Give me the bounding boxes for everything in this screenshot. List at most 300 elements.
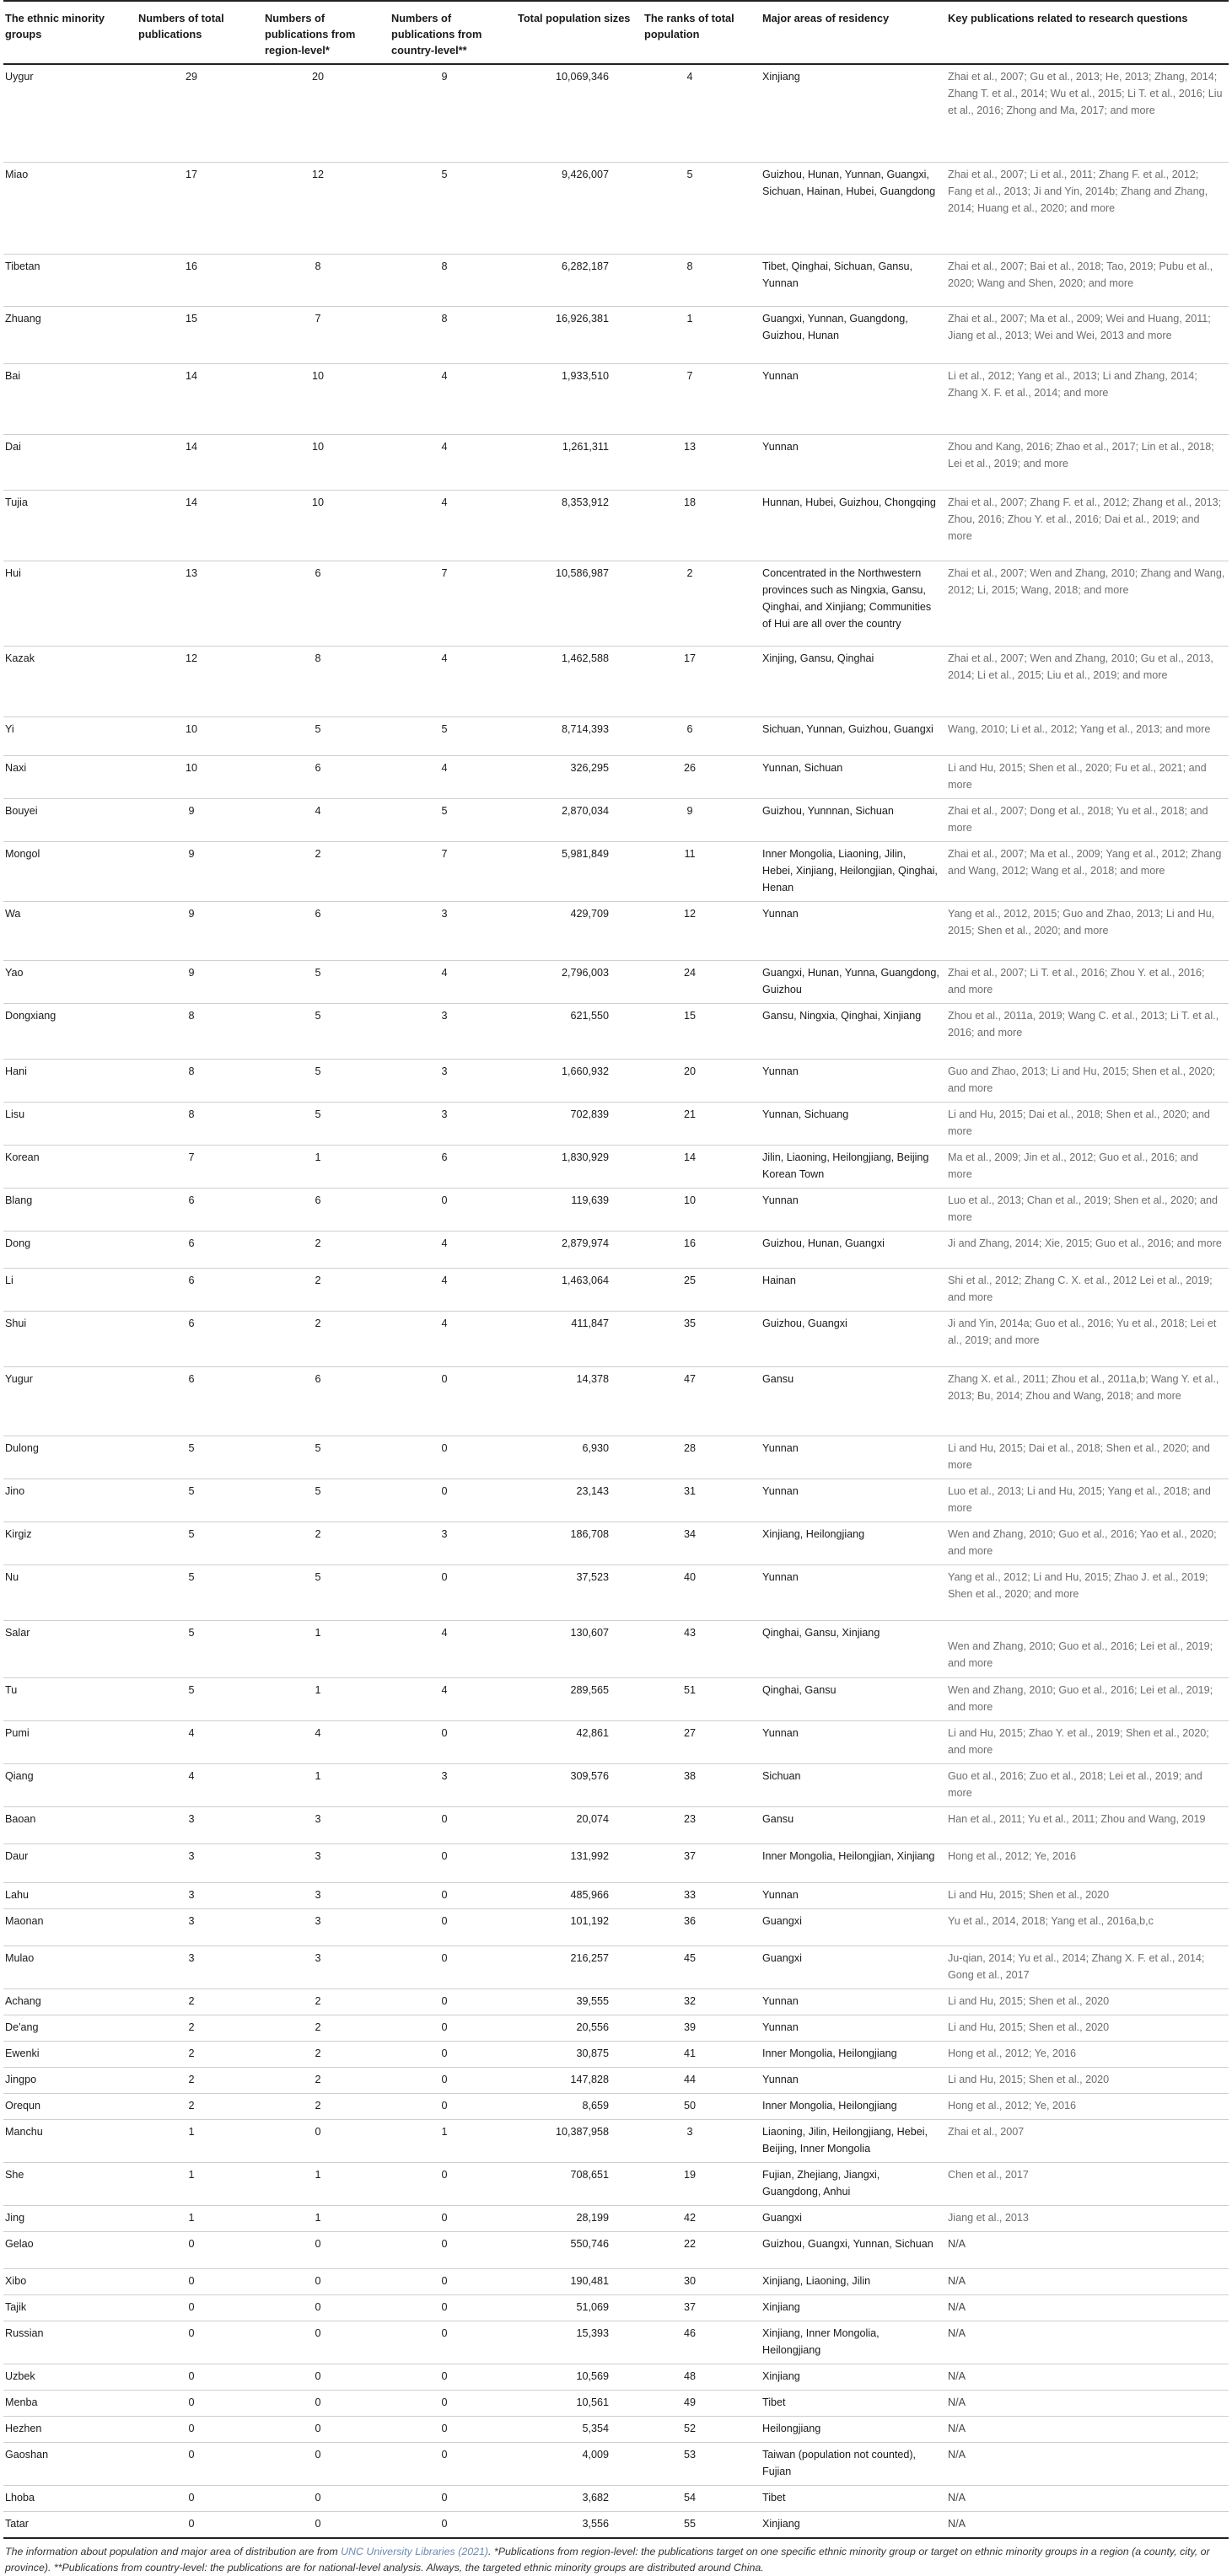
table-row <box>3 1521 1229 1564</box>
cell-population-rank: 19 <box>643 2162 761 2205</box>
cell-total-publications: 5 <box>137 1620 263 1677</box>
table-row <box>3 1763 1229 1806</box>
cell-population-size: 186,708 <box>516 1521 643 1564</box>
cell-region-level: 6 <box>263 755 390 798</box>
cell-total-publications: 9 <box>137 960 263 1003</box>
table-row <box>3 1945 1229 1988</box>
cell-region-level: 0 <box>263 2231 390 2268</box>
cell-population-rank: 37 <box>643 1843 761 1882</box>
table-row <box>3 434 1229 490</box>
cell-residency-areas: Yunnan <box>761 1479 946 1521</box>
cell-ethnic-group: Baoan <box>3 1806 137 1843</box>
cell-population-rank: 39 <box>643 2015 761 2041</box>
cell-population-rank: 14 <box>643 1145 761 1188</box>
cell-population-size: 2,796,003 <box>516 960 643 1003</box>
cell-residency-areas: Guangxi, Yunnan, Guangdong, Guizhou, Hunan <box>761 306 946 363</box>
cell-population-size: 10,569 <box>516 2364 643 2390</box>
table-row <box>3 2067 1229 2093</box>
cell-region-level: 7 <box>263 306 390 363</box>
cell-ethnic-group: Jingpo <box>3 2067 137 2093</box>
cell-residency-areas: Qinghai, Gansu <box>761 1677 946 1720</box>
cell-region-level: 6 <box>263 901 390 960</box>
cell-residency-areas: Hainan <box>761 1268 946 1311</box>
cell-total-publications: 2 <box>137 1988 263 2015</box>
table-row <box>3 755 1229 798</box>
cell-residency-areas: Yunnan <box>761 2067 946 2093</box>
cell-ethnic-group: Dulong <box>3 1436 137 1479</box>
cell-total-publications: 1 <box>137 2162 263 2205</box>
cell-region-level: 0 <box>263 2364 390 2390</box>
cell-country-level: 3 <box>390 1763 516 1806</box>
cell-population-rank: 54 <box>643 2485 761 2511</box>
cell-total-publications: 17 <box>137 162 263 254</box>
cell-key-publications: Luo et al., 2013; Li and Hu, 2015; Yang et al., 2018; and more <box>946 1479 1229 1521</box>
header-row <box>3 1 1229 64</box>
cell-population-size: 10,561 <box>516 2390 643 2416</box>
cell-population-rank: 51 <box>643 1677 761 1720</box>
cell-region-level: 5 <box>263 1059 390 1102</box>
cell-residency-areas: Sichuan <box>761 1763 946 1806</box>
table-row <box>3 561 1229 646</box>
cell-population-rank: 46 <box>643 2321 761 2364</box>
cell-population-size: 10,069,346 <box>516 64 643 162</box>
cell-population-size: 37,523 <box>516 1564 643 1620</box>
cell-residency-areas: Concentrated in the Northwestern provinces such as Ningxia, Gansu, Qinghai, and Xinjiang; Communities of Hui are all over the country <box>761 561 946 646</box>
cell-country-level: 0 <box>390 2485 516 2511</box>
cell-residency-areas: Yunnan <box>761 1188 946 1231</box>
table-row <box>3 1843 1229 1882</box>
cell-region-level: 2 <box>263 2093 390 2119</box>
table-row <box>3 2205 1229 2231</box>
cell-total-publications: 5 <box>137 1521 263 1564</box>
table-row <box>3 306 1229 363</box>
cell-population-rank: 1 <box>643 306 761 363</box>
table-row <box>3 2416 1229 2442</box>
footnote-lead: The information about population and major area of distribution are from <box>5 2545 342 2557</box>
cell-population-size: 101,192 <box>516 1908 643 1945</box>
cell-population-rank: 18 <box>643 490 761 561</box>
header-region-level-publications: Numbers of publications from region-level* <box>263 1 390 64</box>
cell-residency-areas: Guizhou, Guangxi <box>761 1311 946 1366</box>
table-row <box>3 1145 1229 1188</box>
cell-country-level: 4 <box>390 1677 516 1720</box>
cell-population-rank: 15 <box>643 1003 761 1059</box>
table-row <box>3 2015 1229 2041</box>
cell-total-publications: 3 <box>137 1843 263 1882</box>
table-row <box>3 1806 1229 1843</box>
cell-key-publications: Zhou et al., 2011a, 2019; Wang C. et al., 2013; Li T. et al., 2016; and more <box>946 1003 1229 1059</box>
header-population-size: Total population sizes <box>516 1 643 64</box>
cell-residency-areas: Tibet <box>761 2485 946 2511</box>
cell-population-rank: 32 <box>643 1988 761 2015</box>
table-row <box>3 1564 1229 1620</box>
cell-population-rank: 5 <box>643 162 761 254</box>
cell-ethnic-group: Kirgiz <box>3 1521 137 1564</box>
cell-country-level: 0 <box>390 2162 516 2205</box>
cell-region-level: 1 <box>263 1620 390 1677</box>
cell-residency-areas: Guangxi <box>761 1908 946 1945</box>
cell-key-publications: Li and Hu, 2015; Dai et al., 2018; Shen et al., 2020; and more <box>946 1436 1229 1479</box>
table-row <box>3 1436 1229 1479</box>
table-row <box>3 2231 1229 2268</box>
cell-residency-areas: Xinjiang <box>761 64 946 162</box>
cell-region-level: 20 <box>263 64 390 162</box>
cell-population-rank: 6 <box>643 716 761 755</box>
cell-residency-areas: Yunnan <box>761 1720 946 1763</box>
cell-ethnic-group: Dong <box>3 1231 137 1268</box>
cell-key-publications: Zhai et al., 2007; Bai et al., 2018; Tao, 2019; Pubu et al., 2020; Wang and Shen, 2020; and more <box>946 254 1229 306</box>
cell-country-level: 0 <box>390 2294 516 2321</box>
cell-total-publications: 10 <box>137 716 263 755</box>
cell-country-level: 0 <box>390 2442 516 2485</box>
cell-residency-areas: Yunnan <box>761 434 946 490</box>
cell-country-level: 0 <box>390 2364 516 2390</box>
cell-region-level: 1 <box>263 2162 390 2205</box>
header-total-publications: Numbers of total publications <box>137 1 263 64</box>
cell-key-publications: N/A <box>946 2231 1229 2268</box>
cell-key-publications: Hong et al., 2012; Ye, 2016 <box>946 2041 1229 2067</box>
cell-key-publications: Hong et al., 2012; Ye, 2016 <box>946 2093 1229 2119</box>
cell-total-publications: 4 <box>137 1720 263 1763</box>
cell-residency-areas: Xinjiang, Inner Mongolia, Heilongjiang <box>761 2321 946 2364</box>
cell-total-publications: 1 <box>137 2119 263 2162</box>
cell-residency-areas: Yunnan <box>761 901 946 960</box>
cell-ethnic-group: Lhoba <box>3 2485 137 2511</box>
cell-key-publications: Zhai et al., 2007; Wen and Zhang, 2010; Gu et al., 2013, 2014; Li et al., 2015; Liu et al., 2019; and more <box>946 646 1229 716</box>
cell-ethnic-group: Li <box>3 1268 137 1311</box>
cell-total-publications: 10 <box>137 755 263 798</box>
table-row <box>3 1720 1229 1763</box>
cell-region-level: 0 <box>263 2485 390 2511</box>
table-row <box>3 2162 1229 2205</box>
cell-residency-areas: Heilongjiang <box>761 2416 946 2442</box>
cell-population-size: 23,143 <box>516 1479 643 1521</box>
cell-ethnic-group: Zhuang <box>3 306 137 363</box>
cell-residency-areas: Yunnan, Sichuang <box>761 1102 946 1145</box>
cell-population-rank: 4 <box>643 64 761 162</box>
table-row <box>3 841 1229 901</box>
cell-key-publications: Hong et al., 2012; Ye, 2016 <box>946 1843 1229 1882</box>
cell-total-publications: 0 <box>137 2416 263 2442</box>
cell-country-level: 0 <box>390 1882 516 1908</box>
cell-key-publications: N/A <box>946 2390 1229 2416</box>
cell-ethnic-group: Russian <box>3 2321 137 2364</box>
cell-country-level: 0 <box>390 1436 516 1479</box>
cell-region-level: 3 <box>263 1908 390 1945</box>
cell-population-rank: 47 <box>643 1366 761 1436</box>
cell-total-publications: 2 <box>137 2093 263 2119</box>
cell-population-rank: 20 <box>643 1059 761 1102</box>
cell-ethnic-group: Mulao <box>3 1945 137 1988</box>
cell-population-size: 621,550 <box>516 1003 643 1059</box>
cell-population-rank: 41 <box>643 2041 761 2067</box>
cell-total-publications: 16 <box>137 254 263 306</box>
cell-key-publications: Ju-qian, 2014; Yu et al., 2014; Zhang X. F. et al., 2014; Gong et al., 2017 <box>946 1945 1229 1988</box>
cell-key-publications: Zhai et al., 2007; Ma et al., 2009; Yang et al., 2012; Zhang and Wang, 2012; Wang et al., 2018; and more <box>946 841 1229 901</box>
cell-population-size: 1,830,929 <box>516 1145 643 1188</box>
cell-total-publications: 15 <box>137 306 263 363</box>
header-population-rank: The ranks of total population <box>643 1 761 64</box>
cell-country-level: 0 <box>390 2268 516 2294</box>
table-row <box>3 254 1229 306</box>
table-row <box>3 1059 1229 1102</box>
cell-total-publications: 2 <box>137 2015 263 2041</box>
table-row <box>3 2321 1229 2364</box>
cell-total-publications: 6 <box>137 1366 263 1436</box>
cell-region-level: 8 <box>263 254 390 306</box>
cell-ethnic-group: Tu <box>3 1677 137 1720</box>
cell-country-level: 5 <box>390 162 516 254</box>
cell-key-publications: Ma et al., 2009; Jin et al., 2012; Guo et al., 2016; and more <box>946 1145 1229 1188</box>
cell-residency-areas: Inner Mongolia, Heilongjiang <box>761 2093 946 2119</box>
cell-ethnic-group: Orequn <box>3 2093 137 2119</box>
footnote-rest: . *Publications from region-level: the publications target on one specific ethnic minority group or target on ethnic minority groups in a region (a county, city, or province). **Publications from country-level: the publications are for national-level analysis. Always, the targeted ethnic minority groups are distributed around China. <box>5 2545 1210 2573</box>
cell-region-level: 0 <box>263 2268 390 2294</box>
cell-population-size: 14,378 <box>516 1366 643 1436</box>
cell-residency-areas: Taiwan (population not counted), Fujian <box>761 2442 946 2485</box>
header-ethnic-group: The ethnic minority groups <box>3 1 137 64</box>
cell-population-rank: 38 <box>643 1763 761 1806</box>
cell-region-level: 0 <box>263 2416 390 2442</box>
cell-ethnic-group: Daur <box>3 1843 137 1882</box>
cell-residency-areas: Yunnan <box>761 1436 946 1479</box>
cell-total-publications: 5 <box>137 1479 263 1521</box>
cell-population-rank: 9 <box>643 798 761 841</box>
cell-population-rank: 11 <box>643 841 761 901</box>
cell-ethnic-group: Dai <box>3 434 137 490</box>
cell-ethnic-group: Gelao <box>3 2231 137 2268</box>
cell-residency-areas: Yunnan, Sichuan <box>761 755 946 798</box>
cell-residency-areas: Inner Mongolia, Liaoning, Jilin, Hebei, Xinjiang, Heilongjian, Qinghai, Henan <box>761 841 946 901</box>
cell-population-size: 131,992 <box>516 1843 643 1882</box>
cell-population-rank: 10 <box>643 1188 761 1231</box>
cell-ethnic-group: Qiang <box>3 1763 137 1806</box>
cell-key-publications: Li and Hu, 2015; Shen et al., 2020; Fu et al., 2021; and more <box>946 755 1229 798</box>
cell-population-rank: 24 <box>643 960 761 1003</box>
cell-residency-areas: Gansu, Ningxia, Qinghai, Xinjiang <box>761 1003 946 1059</box>
cell-population-size: 1,660,932 <box>516 1059 643 1102</box>
cell-population-size: 190,481 <box>516 2268 643 2294</box>
cell-ethnic-group: She <box>3 2162 137 2205</box>
cell-ethnic-group: Hui <box>3 561 137 646</box>
cell-population-size: 485,966 <box>516 1882 643 1908</box>
cell-total-publications: 4 <box>137 1763 263 1806</box>
cell-ethnic-group: Manchu <box>3 2119 137 2162</box>
cell-population-rank: 22 <box>643 2231 761 2268</box>
header-residency-areas: Major areas of residency <box>761 1 946 64</box>
cell-total-publications: 8 <box>137 1059 263 1102</box>
cell-population-size: 6,930 <box>516 1436 643 1479</box>
cell-country-level: 6 <box>390 1145 516 1188</box>
cell-residency-areas: Gansu <box>761 1806 946 1843</box>
cell-country-level: 4 <box>390 960 516 1003</box>
cell-residency-areas: Jilin, Liaoning, Heilongjiang, Beijing Korean Town <box>761 1145 946 1188</box>
cell-population-rank: 49 <box>643 2390 761 2416</box>
cell-population-size: 28,199 <box>516 2205 643 2231</box>
cell-population-rank: 40 <box>643 1564 761 1620</box>
cell-ethnic-group: Xibo <box>3 2268 137 2294</box>
cell-total-publications: 0 <box>137 2390 263 2416</box>
cell-ethnic-group: Mongol <box>3 841 137 901</box>
table-row <box>3 2119 1229 2162</box>
cell-country-level: 4 <box>390 755 516 798</box>
table-row <box>3 716 1229 755</box>
cell-residency-areas: Sichuan, Yunnan, Guizhou, Guangxi <box>761 716 946 755</box>
cell-ethnic-group: Jing <box>3 2205 137 2231</box>
cell-population-size: 20,556 <box>516 2015 643 2041</box>
cell-country-level: 0 <box>390 2067 516 2093</box>
cell-country-level: 3 <box>390 901 516 960</box>
cell-total-publications: 5 <box>137 1436 263 1479</box>
cell-country-level: 3 <box>390 1102 516 1145</box>
table-row <box>3 2442 1229 2485</box>
cell-key-publications: Zhai et al., 2007; Dong et al., 2018; Yu et al., 2018; and more <box>946 798 1229 841</box>
cell-population-rank: 16 <box>643 1231 761 1268</box>
table-row <box>3 1908 1229 1945</box>
cell-population-size: 42,861 <box>516 1720 643 1763</box>
cell-key-publications: Li et al., 2012; Yang et al., 2013; Li and Zhang, 2014; Zhang X. F. et al., 2014; and more <box>946 363 1229 434</box>
table-row <box>3 1003 1229 1059</box>
cell-total-publications: 29 <box>137 64 263 162</box>
cell-country-level: 5 <box>390 798 516 841</box>
cell-country-level: 4 <box>390 1311 516 1366</box>
cell-ethnic-group: Bouyei <box>3 798 137 841</box>
cell-total-publications: 6 <box>137 1231 263 1268</box>
cell-residency-areas: Xinjiang <box>761 2294 946 2321</box>
table-row <box>3 2511 1229 2538</box>
cell-ethnic-group: Salar <box>3 1620 137 1677</box>
footnote-source-link[interactable]: UNC University Libraries (2021) <box>341 2545 489 2557</box>
cell-population-rank: 48 <box>643 2364 761 2390</box>
cell-country-level: 5 <box>390 716 516 755</box>
cell-population-rank: 3 <box>643 2119 761 2162</box>
cell-ethnic-group: Uzbek <box>3 2364 137 2390</box>
cell-residency-areas: Guizhou, Hunan, Guangxi <box>761 1231 946 1268</box>
table-row <box>3 1988 1229 2015</box>
cell-population-size: 10,387,958 <box>516 2119 643 2162</box>
cell-population-size: 1,933,510 <box>516 363 643 434</box>
cell-country-level: 1 <box>390 2119 516 2162</box>
cell-key-publications: N/A <box>946 2321 1229 2364</box>
cell-residency-areas: Gansu <box>761 1366 946 1436</box>
cell-residency-areas: Inner Mongolia, Heilongjiang <box>761 2041 946 2067</box>
cell-population-size: 15,393 <box>516 2321 643 2364</box>
cell-population-rank: 28 <box>643 1436 761 1479</box>
cell-population-size: 411,847 <box>516 1311 643 1366</box>
cell-total-publications: 14 <box>137 363 263 434</box>
cell-country-level: 0 <box>390 2015 516 2041</box>
cell-residency-areas: Guangxi, Hunan, Yunna, Guangdong, Guizhou <box>761 960 946 1003</box>
cell-country-level: 0 <box>390 2205 516 2231</box>
cell-population-rank: 13 <box>643 434 761 490</box>
cell-key-publications: N/A <box>946 2364 1229 2390</box>
cell-population-rank: 33 <box>643 1882 761 1908</box>
cell-region-level: 3 <box>263 1945 390 1988</box>
cell-ethnic-group: Shui <box>3 1311 137 1366</box>
cell-region-level: 6 <box>263 561 390 646</box>
cell-country-level: 4 <box>390 1268 516 1311</box>
cell-country-level: 0 <box>390 1366 516 1436</box>
cell-key-publications: Luo et al., 2013; Chan et al., 2019; Shen et al., 2020; and more <box>946 1188 1229 1231</box>
cell-residency-areas: Qinghai, Gansu, Xinjiang <box>761 1620 946 1677</box>
cell-population-size: 8,714,393 <box>516 716 643 755</box>
cell-country-level: 0 <box>390 2093 516 2119</box>
cell-population-size: 1,261,311 <box>516 434 643 490</box>
cell-total-publications: 0 <box>137 2511 263 2538</box>
cell-key-publications: Wen and Zhang, 2010; Guo et al., 2016; Lei et al., 2019; and more <box>946 1620 1229 1677</box>
cell-population-rank: 21 <box>643 1102 761 1145</box>
cell-population-rank: 31 <box>643 1479 761 1521</box>
table-row <box>3 1479 1229 1521</box>
cell-key-publications: Li and Hu, 2015; Shen et al., 2020 <box>946 1988 1229 2015</box>
table-header <box>3 1 1229 64</box>
cell-total-publications: 2 <box>137 2041 263 2067</box>
cell-population-rank: 55 <box>643 2511 761 2538</box>
cell-country-level: 3 <box>390 1059 516 1102</box>
table-row <box>3 960 1229 1003</box>
table-row <box>3 2485 1229 2511</box>
cell-population-rank: 26 <box>643 755 761 798</box>
cell-region-level: 5 <box>263 1479 390 1521</box>
cell-total-publications: 12 <box>137 646 263 716</box>
cell-population-rank: 12 <box>643 901 761 960</box>
cell-population-size: 8,659 <box>516 2093 643 2119</box>
header-key-publications: Key publications related to research questions <box>946 1 1229 64</box>
cell-region-level: 5 <box>263 716 390 755</box>
cell-country-level: 0 <box>390 1188 516 1231</box>
cell-residency-areas: Guizhou, Hunan, Yunnan, Guangxi, Sichuan, Hainan, Hubei, Guangdong <box>761 162 946 254</box>
cell-total-publications: 5 <box>137 1564 263 1620</box>
cell-ethnic-group: Korean <box>3 1145 137 1188</box>
cell-region-level: 6 <box>263 1188 390 1231</box>
cell-region-level: 0 <box>263 2511 390 2538</box>
cell-region-level: 2 <box>263 2015 390 2041</box>
cell-key-publications: Zhai et al., 2007; Zhang F. et al., 2012; Zhang et al., 2013; Zhou, 2016; Zhou Y. et al., 2016; Dai et al., 2019; and more <box>946 490 1229 561</box>
cell-residency-areas: Hunnan, Hubei, Guizhou, Chongqing <box>761 490 946 561</box>
cell-region-level: 10 <box>263 490 390 561</box>
cell-total-publications: 5 <box>137 1677 263 1720</box>
cell-population-size: 8,353,912 <box>516 490 643 561</box>
cell-population-size: 289,565 <box>516 1677 643 1720</box>
cell-region-level: 2 <box>263 1988 390 2015</box>
cell-residency-areas: Yunnan <box>761 363 946 434</box>
table-row <box>3 1102 1229 1145</box>
cell-key-publications: Zhai et al., 2007 <box>946 2119 1229 2162</box>
cell-key-publications: Zhai et al., 2007; Li T. et al., 2016; Zhou Y. et al., 2016; and more <box>946 960 1229 1003</box>
cell-country-level: 3 <box>390 1003 516 1059</box>
table-row <box>3 64 1229 162</box>
cell-region-level: 6 <box>263 1366 390 1436</box>
cell-region-level: 10 <box>263 363 390 434</box>
cell-key-publications: Jiang et al., 2013 <box>946 2205 1229 2231</box>
cell-total-publications: 9 <box>137 841 263 901</box>
cell-region-level: 2 <box>263 2067 390 2093</box>
cell-key-publications: Yu et al., 2014, 2018; Yang et al., 2016a,b,c <box>946 1908 1229 1945</box>
cell-key-publications: Wen and Zhang, 2010; Guo et al., 2016; Lei et al., 2019; and more <box>946 1677 1229 1720</box>
table-footnote <box>3 2544 1229 2576</box>
cell-key-publications: N/A <box>946 2442 1229 2485</box>
cell-residency-areas: Tibet, Qinghai, Sichuan, Gansu, Yunnan <box>761 254 946 306</box>
header-country-level-publications: Numbers of publications from country-level** <box>390 1 516 64</box>
table-row <box>3 1677 1229 1720</box>
cell-total-publications: 6 <box>137 1188 263 1231</box>
cell-residency-areas: Fujian, Zhejiang, Jiangxi, Guangdong, Anhui <box>761 2162 946 2205</box>
table-row <box>3 2364 1229 2390</box>
cell-ethnic-group: Menba <box>3 2390 137 2416</box>
cell-region-level: 0 <box>263 2390 390 2416</box>
cell-total-publications: 3 <box>137 1908 263 1945</box>
table-row <box>3 901 1229 960</box>
